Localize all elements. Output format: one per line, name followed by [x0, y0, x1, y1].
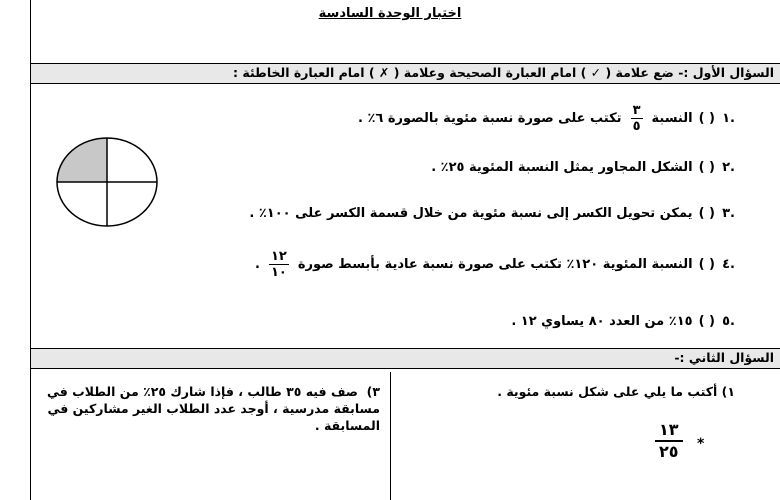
- fraction: [269, 250, 289, 279]
- question-item-3: [249, 206, 735, 221]
- fraction-numerator: ٣: [632, 103, 641, 118]
- fraction-numerator: ١٣: [655, 422, 683, 442]
- answer-blank[interactable]: ( ): [698, 314, 715, 329]
- fraction-denominator: ٢٥: [659, 442, 679, 461]
- question-line-1: صف فيه ٣٥ طالب ، فإذا شارك ٢٥٪ من الطلاب في: [47, 384, 358, 399]
- section2-heading-band: [31, 348, 780, 369]
- question-text: أكتب ما يلي على شكل نسبة مئوية .: [497, 384, 718, 399]
- column-divider: [390, 372, 391, 500]
- answer-blank[interactable]: ( ): [698, 257, 715, 272]
- section2-heading: السؤال الثاني :-: [674, 350, 774, 365]
- item-number: .٤: [722, 257, 735, 272]
- question-line-2: مسابقة مدرسية ، أوجد عدد الطلاب الغير مشاركين في: [47, 401, 380, 416]
- question-line-3: المسابقة .: [314, 418, 380, 433]
- big-fraction: [655, 422, 683, 460]
- item-text: الشكل المجاور يمثل النسبة المئوية ٢٥٪ .: [431, 160, 693, 175]
- fraction-denominator: ١٠: [271, 265, 287, 280]
- section1-heading-band: [31, 63, 780, 84]
- item-text-post: .: [255, 257, 260, 272]
- answer-blank[interactable]: ( ): [698, 111, 715, 126]
- star-marker: *: [697, 436, 705, 452]
- question-item-2: [431, 160, 735, 175]
- page-title: اختبار الوحدة السادسة: [318, 6, 462, 21]
- answer-blank[interactable]: ( ): [698, 206, 715, 221]
- section2-question-1: [497, 383, 735, 400]
- item-text-pre: النسبة المئوية ١٢٠٪ تكتب على صورة نسبة عادية بأبسط صورة: [297, 257, 693, 272]
- item-text: ١٥٪ من العدد ٨٠ يساوي ١٢ .: [511, 314, 693, 329]
- item-number: .٢: [722, 160, 735, 175]
- quarter-circle-figure: [56, 137, 158, 227]
- question-label: ٣): [366, 384, 380, 399]
- question-item-4: [255, 250, 735, 279]
- question-label: ١): [721, 384, 735, 399]
- question-item-5: [511, 314, 735, 329]
- section1-heading: السؤال الأول :- ضع علامة ( ✓ ) امام العبارة الصحيحة وعلامة ( ✗ ) امام العبارة الخاطئة :: [233, 65, 774, 80]
- fraction: [631, 104, 643, 133]
- fraction-numerator: ١٢: [271, 249, 287, 264]
- item-number: .٣: [722, 206, 735, 221]
- fraction-denominator: ٥: [632, 119, 641, 134]
- section2-question-3: [35, 383, 380, 434]
- item-number: .٥: [722, 314, 735, 329]
- item-text: يمكن تحويل الكسر إلى نسبة مئوية من خلال قسمة الكسر على ١٠٠٪ .: [249, 206, 693, 221]
- question-item-1: [358, 104, 735, 133]
- item-number: .١: [722, 111, 735, 126]
- item-text-pre: النسبة: [651, 111, 693, 126]
- item-text-post: تكتب على صورة نسبة مئوية بالصورة ٦٪ .: [358, 111, 622, 126]
- answer-blank[interactable]: ( ): [698, 160, 715, 175]
